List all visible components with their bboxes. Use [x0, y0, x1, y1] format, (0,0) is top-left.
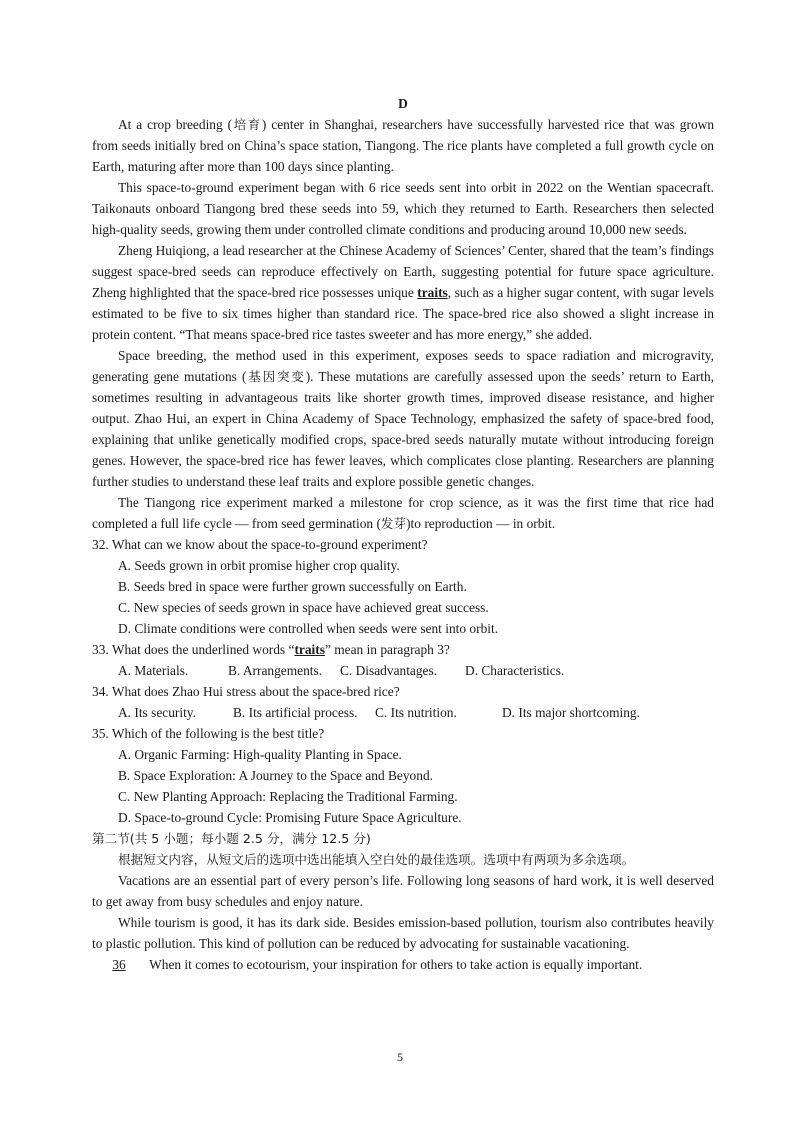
p1-text-b: ) center in Shanghai, researchers have successfully harvested rice that was grown from seeds initially bred on China’s space station, Tiangong. The rice plants have completed a full growth cycle on Earth, maturing after more than 100 days since planting. [92, 117, 715, 174]
p4-text-b: ). These mutations are carefully assessed upon the seeds’ return to Earth, sometimes resulting in advantageous traits like shorter growth times, improved disease resistance, and higher output. Zhao Hui, an expert in China Academy of Space Technology, emphasized the safety of space-bred food, explaining that unlike genetically modified crops, space-bred seeds naturally mutate without introducing foreign genes. However, the space-bred rice has fewer leaves, which complicates close planting. Researchers are planning further studies to understand these leaf traits and explore possible genetic changes. [92, 369, 715, 489]
question-32-option-d[interactable]: D. Climate conditions were controlled when seeds were sent into orbit. [118, 621, 499, 636]
q33-stem-b: ” mean in paragraph 3? [324, 642, 450, 657]
blank-36[interactable]: 36 [112, 957, 126, 972]
p3-text-b: , such as a higher sugar content, with sugar levels estimated to be five to six times higher than standard rice. The space-bred rice also showed a slight increase in protein content. “That means space-bred rice tastes sweeter and has more energy,” she added. [92, 285, 714, 342]
question-34-option-b[interactable]: B. Its artificial process. [233, 705, 358, 720]
section-label: D [398, 96, 408, 111]
passage-paragraph-1 [92, 114, 714, 177]
p4-text-a: Space breeding, the method used in this experiment, exposes seeds to space radiation and microgravity, generating gene mutations ( [92, 348, 714, 384]
question-35-option-d[interactable]: D. Space-to-ground Cycle: Promising Future Space Agriculture. [118, 810, 462, 825]
question-33-option-a[interactable]: A. Materials. [118, 663, 189, 678]
question-33-options [92, 660, 714, 681]
question-32-option-b[interactable]: B. Seeds bred in space were further grown successfully on Earth. [118, 579, 467, 594]
question-35-option-a[interactable]: A. Organic Farming: High-quality Planting in Space. [118, 747, 402, 762]
q33-underlined-word: traits [294, 642, 325, 657]
question-32-option-c[interactable]: C. New species of seeds grown in space have achieved great success. [118, 600, 489, 615]
p4-chinese-gloss: 基因突变 [246, 369, 306, 384]
section-2-instruction: 根据短文内容，从短文后的选项中选出能填入空白处的最佳选项。选项中有两项为多余选项。 [118, 852, 635, 867]
question-34-option-a[interactable]: A. Its security. [118, 705, 196, 720]
p1-chinese-gloss: 培育 [232, 117, 262, 132]
question-33-stem [92, 639, 714, 660]
passage-paragraph-2: This space-to-ground experiment began with 6 rice seeds sent into orbit in 2022 on the Wentian spacecraft. Taikonauts onboard Tiangong bred these seeds into 59, which they returned to Earth. Researchers then selected high-quality seeds, growing them under controlled climate conditions and producing around 10,000 new seeds. [92, 180, 714, 237]
passage-paragraph-4 [92, 345, 714, 492]
question-35-option-b[interactable]: B. Space Exploration: A Journey to the Space and Beyond. [118, 768, 433, 783]
section-2-paragraph-2: While tourism is good, it has its dark side. Besides emission-based pollution, tourism also contributes heavily to plastic pollution. This kind of pollution can be reduced by advocating for sustainable vacationing. [92, 915, 714, 951]
question-32-stem: 32. What can we know about the space-to-ground experiment? [92, 537, 428, 552]
question-33-option-d[interactable]: D. Characteristics. [465, 663, 565, 678]
section-2-header: 第二节(共 5 小题；每小题 2.5 分，满分 12.5 分) [92, 831, 371, 846]
page-number: 5 [397, 1050, 403, 1064]
section-2-paragraph-1: Vacations are an essential part of every person’s life. Following long seasons of hard work, it is well deserved to get away from busy schedules and enjoy nature. [92, 873, 714, 909]
question-35-option-c[interactable]: C. New Planting Approach: Replacing the Traditional Farming. [118, 789, 458, 804]
passage-paragraph-5 [92, 492, 714, 534]
question-34-option-c[interactable]: C. Its nutrition. [375, 705, 457, 720]
question-34-stem: 34. What does Zhao Hui stress about the space-bred rice? [92, 684, 400, 699]
section-2-paragraph-2-cont [92, 954, 714, 975]
question-33-option-c[interactable]: C. Disadvantages. [340, 663, 438, 678]
question-34-option-d[interactable]: D. Its major shortcoming. [502, 705, 640, 720]
p3-text-a: Zheng Huiqiong, a lead researcher at the Chinese Academy of Sciences’ Center, shared that the team’s findings suggest space-bred seeds can reproduce effectively on Earth, suggesting potential for future space agriculture. Zheng highlighted that the space-bred rice possesses unique [92, 243, 714, 300]
p5-text-b: )to reproduction — in orbit. [406, 516, 556, 531]
underlined-word-traits: traits [417, 285, 448, 300]
exam-page [92, 94, 714, 975]
blank-36-following-text: When it comes to ecotourism, your inspiration for others to take action is equally important. [146, 957, 643, 972]
p5-text-a: The Tiangong rice experiment marked a milestone for crop science, as it was the first time that rice had completed a full life cycle — from seed germination ( [92, 495, 714, 531]
p5-chinese-gloss: 发芽 [380, 516, 407, 531]
passage-paragraph-3 [92, 240, 714, 345]
p1-text-a: At a crop breeding ( [118, 117, 233, 132]
question-33-option-b[interactable]: B. Arrangements. [228, 663, 323, 678]
question-32-option-a[interactable]: A. Seeds grown in orbit promise higher crop quality. [118, 558, 400, 573]
question-34-options [92, 702, 714, 723]
question-35-stem: 35. Which of the following is the best title? [92, 726, 325, 741]
q33-stem-a: 33. What does the underlined words “ [92, 642, 295, 657]
